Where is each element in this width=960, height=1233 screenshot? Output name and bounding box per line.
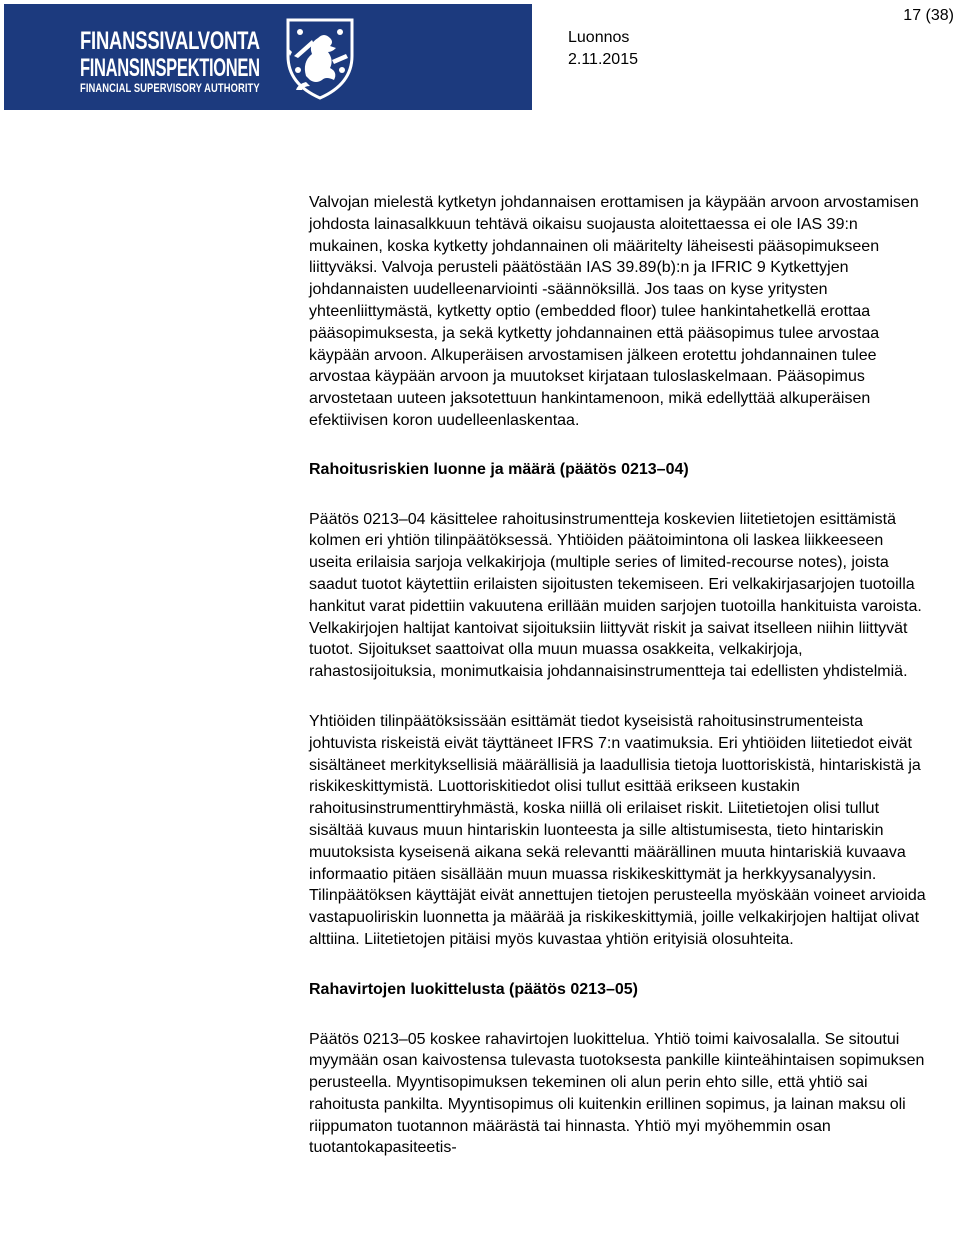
document-status: Luonnos [568, 29, 630, 46]
page-number: 17 (38) [903, 7, 954, 24]
paragraph-decision-04-findings: Yhtiöiden tilinpäätöksissään esittämät tiedot kyseisistä rahoitusinstrumenteista johtuvista riskeistä eivät täyttäneet IFRS 7:n vaatimuksia. Eri yhtiöiden liitetiedot eivät sisältäneet merkityksellisiä määrällisiä ja laadullisia tietoja luottoriskistä, hintariskistä ja riskikeskittymistä. Luottoriskitiedot olisi tullut esittää erikseen kustakin rahoitusinstrumenttiryhmästä, koska niillä oli erilaiset riskit. Liitetietojen olisi tullut sisältää kuvaus muun hintariskin luonteesta ja sille altistumisesta, tieto hintariskin muutoksista kyseisenä aikana sekä relevantti määrällinen muuta hintariskiä kuvaava informaatio pitäen sisällään muun muassa riskikeskittymät ja herkkyysanalyysin. Tilinpäätöksen käyttäjät eivät annettujen tietojen perusteella myöskään voineet arvioida vastapuoliriskin luonnetta ja määrää ja riskikeskittymiä, joille velkakirjojen haltijat olivat alttiina. Liitetietojen pitäisi myös kuvastaa yhtiön erityisiä olosuhteita. [309, 712, 926, 948]
authority-logo [4, 4, 532, 110]
logo-name-swedish: FINANSINSPEKTIONEN [80, 54, 260, 82]
logo-name-english: FINANCIAL SUPERVISORY AUTHORITY [80, 81, 260, 95]
document-meta [568, 27, 638, 71]
document-date: 2.11.2015 [568, 51, 638, 68]
lion-crest-icon [272, 10, 368, 102]
logo-name-finnish: FINANSSIVALVONTA [80, 27, 260, 55]
paragraph-embedded-derivative: Valvojan mielestä kytketyn johdannaisen erottamisen ja käypään arvoon arvostamisen johdosta lainasalkkuun tehtävä oikaisu suojausta aloitettaessa ei ole IAS 39:n mukainen, koska kytketty johdannainen oli määritelty läheisesti pääsopimukseen liittyväksi. Valvoja perusteli päätöstään IAS 39.89(b):n ja IFRIC 9 Kytkettyjen johdannaisten uudelleenarviointi -säännöksillä. Jos taas on kyse yritysten yhteenliittymästä, kytketty optio (embedded floor) tulee hankintahetkellä erottaa pääsopimuksesta, ja sekä kytketty johdannainen että pääsopimus tulee arvostaa käypään arvoon. Alkuperäisen arvostamisen jälkeen erotettu johdannainen tulee arvostaa käypään arvoon ja muutokset kirjataan tuloslaskelmaan. Pääsopimus arvostetaan uuteen jaksotettuun hankintamenoon, mikä edellyttää alkuperäisen efektiivisen koron uudelleenlaskentaa. [309, 194, 919, 429]
document-body [309, 192, 927, 1159]
paragraph-decision-05: Päätös 0213–05 koskee rahavirtojen luokittelua. Yhtiö toimi kaivosalalla. Se sitoutui myymään osan kaivostensa tulevasta tuotoksesta pankille kiinteähintaisen sopimuksen perusteella. Myyntisopimuksen tekeminen oli alun perin ehto sille, että yhtiö sai rahoitusta pankilta. Myyntisopimus oli kuitenkin erillinen sopimus, ja lainan maksu oli riippumaton tuotannon määrästä tai hinnasta. Yhtiö myi myöhemmin osan tuotantokapasiteetis- [309, 1030, 925, 1157]
section-heading-cash-flows: Rahavirtojen luokittelusta (päätös 0213–05) [309, 980, 638, 998]
section-heading-financial-risks: Rahoitusriskien luonne ja määrä (päätös 0213–04) [309, 460, 689, 478]
paragraph-decision-04-intro: Päätös 0213–04 käsittelee rahoitusinstrumentteja koskevien liitetietojen esittämistä kolmen eri yhtiön tilinpäätöksessä. Yhtiöiden päätoimintona oli laskea liikkeeseen useita erilaisia sarjoja velkakirjoja (multiple series of limited-recourse notes), joista saadut tuotot käytettiin erilaisten sijoitusten tekemiseen. Eri velkakirjasarjojen tuotoilla hankitut varat pidettiin vakuutena erillään muiden sarjojen tuotoilla hankituista varoista. Velkakirjojen haltijat kantoivat sijoituksiin liittyvät riskit ja saivat itselleen niihin liittyvät tuotot. Sijoitukset saattoivat olla muun muassa osakkeita, velkakirjoja, rahastosijoituksia, monimutkaisia johdannaisinstrumentteja tai edellisten yhdistelmiä. [309, 510, 922, 681]
